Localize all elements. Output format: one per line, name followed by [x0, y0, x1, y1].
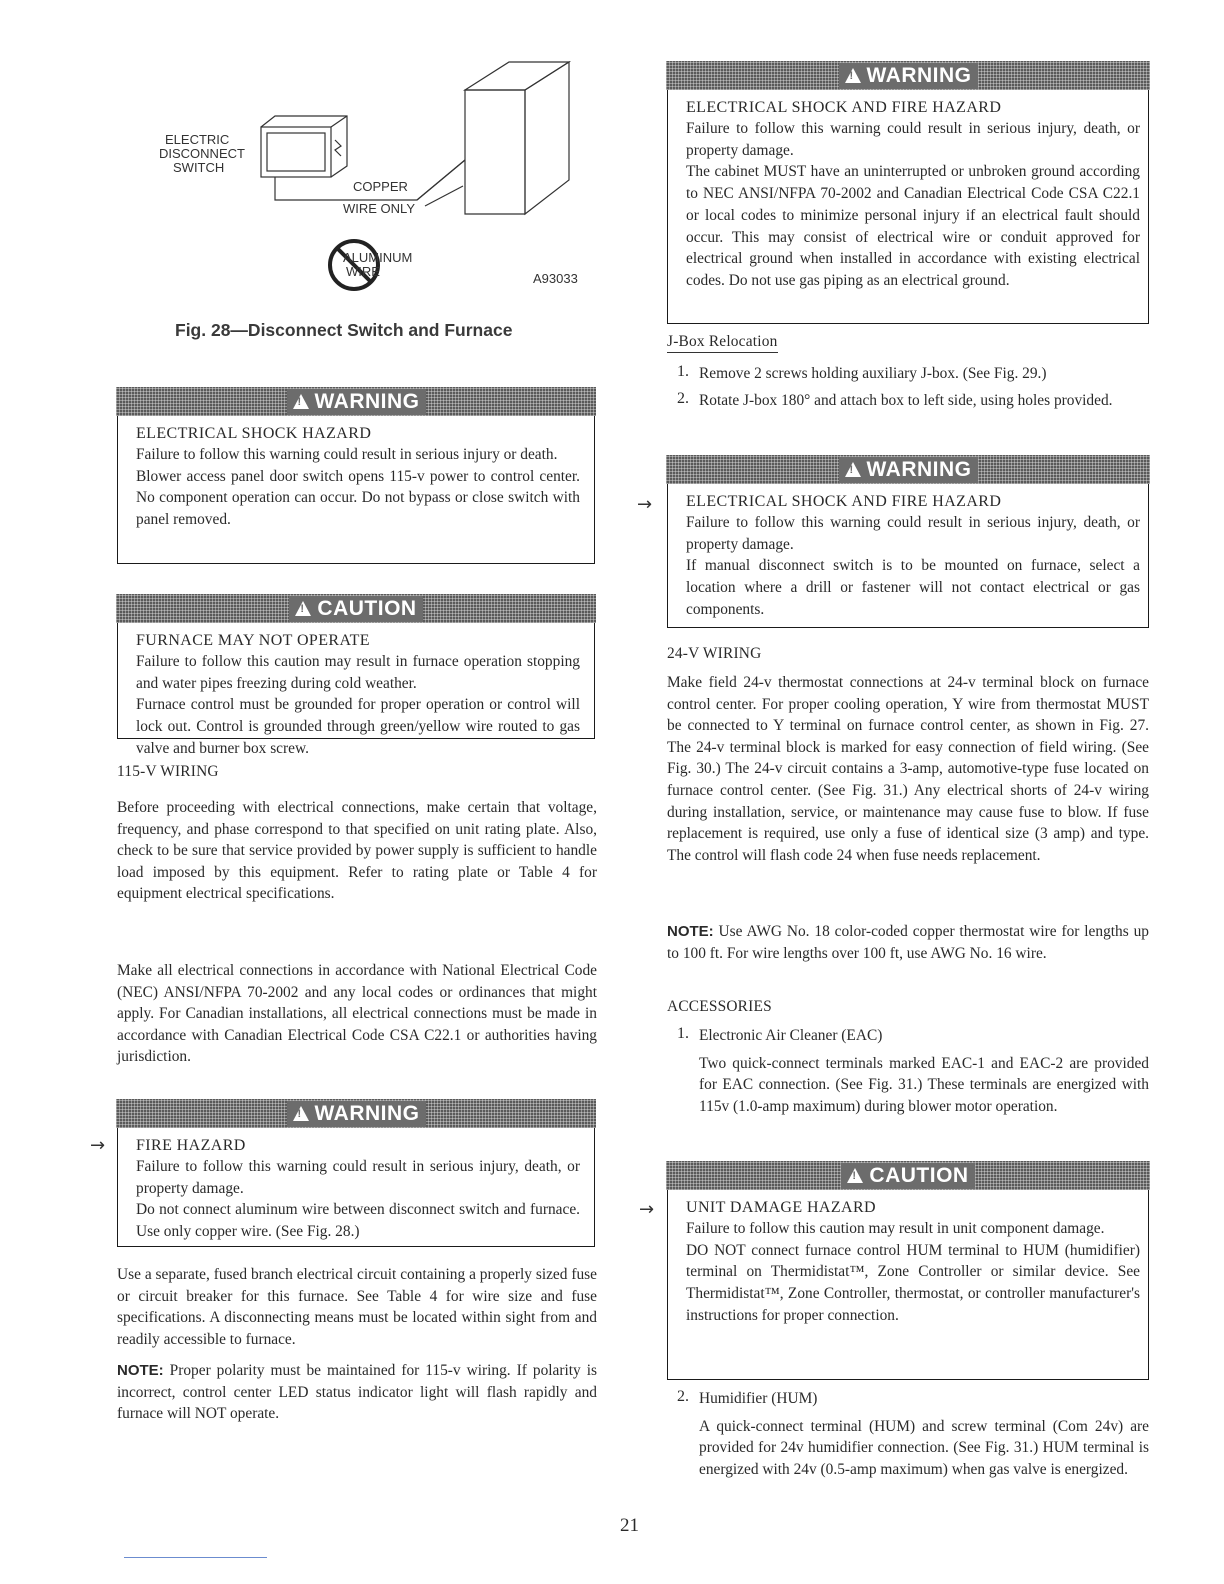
caution-banner	[666, 1161, 1149, 1190]
caution-title: CAUTION	[317, 596, 417, 620]
caution-banner	[116, 594, 595, 623]
warning-title: WARNING	[866, 63, 972, 87]
caution-triangle-icon: !	[295, 601, 311, 616]
list-item	[667, 390, 1149, 412]
list-item-number: 2.	[677, 1388, 689, 1405]
no-aluminum-icon	[330, 241, 412, 289]
warning-title: WARNING	[866, 457, 972, 481]
figure-caption: Fig. 28—Disconnect Switch and Furnace	[175, 320, 513, 340]
warning-text-2: Blower access panel door switch opens 115-v power to control center. No component operation can occur. Do not bypass or close switch with panel removed.	[136, 467, 580, 529]
switch-label-line3: SWITCH	[173, 160, 225, 175]
footer-rule	[124, 1557, 267, 1558]
aluminum-label-line2: WIRE	[346, 264, 380, 279]
jbox-steps-list	[667, 363, 1149, 411]
caution-box-furnace-may-not-operate	[117, 595, 595, 757]
figure-28	[117, 0, 597, 350]
list-item-text: A quick-connect terminal (HUM) and screw terminal (Com 24v) are provided for 24v humidifier connection. (See Fig. 31.) HUM terminal is energized with 24v (0.5-amp maximum) when gas valve is energized.	[699, 1417, 1149, 1478]
hazard-heading: ELECTRICAL SHOCK HAZARD	[136, 425, 372, 442]
caution-title: CAUTION	[869, 1163, 969, 1187]
switch-label-line1: ELECTRIC	[165, 132, 230, 147]
warning-box-electrical-shock-fire	[667, 62, 1149, 324]
note-awg-wire	[667, 921, 1149, 964]
caution-text-1: Failure to follow this caution may result in furnace operation stopping and water pipes freezing during cold weather.	[136, 653, 580, 692]
caution-text-1: Failure to follow this caution may result in unit component damage.	[686, 1220, 1105, 1237]
caution-text-2: Furnace control must be grounded for proper operation or control will lock out. Control is grounded through green/yellow wire routed to gas valve and burner box screw.	[136, 696, 580, 757]
note-polarity	[117, 1360, 597, 1425]
warning-text-2: If manual disconnect switch is to be mounted on furnace, select a location where a drill or fastener will not contact electrical or gas components.	[686, 557, 1140, 618]
warning-box-disconnect-mounting	[667, 456, 1149, 628]
warning-banner	[666, 61, 1149, 90]
warning-text-1: Failure to follow this warning could result in serious injury or death.	[136, 446, 558, 463]
warning-text-1: Failure to follow this warning could result in serious injury, death, or property damage.	[686, 514, 1140, 553]
warning-triangle-icon: !	[845, 68, 861, 83]
change-arrow-icon: →	[639, 1199, 655, 1220]
paragraph-24v-wiring: Make field 24-v thermostat connections at 24-v terminal block on furnace control center. For proper cooling operation, Y wire from thermostat MUST be connected to Y terminal on furnace control center, as shown in Fig. 27. The 24-v terminal block is marked for easy connection of field wiring. (See Fig. 30.) The 24-v circuit contains a 3-amp, automotive-type fuse located on furnace control center. (See Fig. 31.) Any electrical shorts of 24-v wiring during installation, service, or maintenance may cause fuse to blow. If fuse replacement is required, use only a fuse of identical size (3 amp) and type. The control will flash code 24 when fuse needs replacement.	[667, 674, 1149, 864]
warning-text-1: Failure to follow this warning could result in serious injury, death, or property damage.	[686, 120, 1140, 159]
list-item	[667, 1388, 1149, 1480]
warning-text-2: Do not connect aluminum wire between disconnect switch and furnace. Use only copper wire. (See Fig. 28.)	[136, 1201, 580, 1241]
paragraph-fused-circuit: Use a separate, fused branch electrical circuit containing a properly sized fuse or circuit breaker for this furnace. See Table 4 for wire size and fuse specifications. A disconnecting means must be located within sight from and readily accessible to furnace.	[117, 1266, 597, 1348]
hazard-heading: FURNACE MAY NOT OPERATE	[136, 632, 370, 649]
change-arrow-icon: →	[637, 494, 653, 515]
list-item	[667, 1025, 1149, 1117]
caution-box-unit-damage	[667, 1162, 1149, 1380]
warning-banner	[116, 387, 595, 416]
aluminum-label-line1: ALUMINUM	[343, 250, 413, 265]
list-item-title: Electronic Air Cleaner (EAC)	[699, 1027, 883, 1044]
copper-label-line2: WIRE ONLY	[343, 201, 415, 216]
paragraph-115v-codes: Make all electrical connections in accordance with National Electrical Code (NEC) ANSI/NFPA 70-2002 and any local codes or ordinances that might apply. For Canadian installations, all electrical connections must be made in accordance with Canadian Electrical Code CSA C22.1 or authorities having jurisdiction.	[117, 962, 597, 1066]
hazard-heading: UNIT DAMAGE HAZARD	[686, 1199, 877, 1216]
note-label: NOTE:	[667, 923, 714, 940]
list-item-text: Two quick-connect terminals marked EAC-1 and EAC-2 are provided for EAC connection. (See Fig. 31.) These terminals are energized with 115v (1.0-amp maximum) during blower motor operation.	[699, 1054, 1149, 1115]
caution-text-2: DO NOT connect furnace control HUM terminal to HUM (humidifier) terminal on Thermidistat™, Zone Controller or similar device. See Thermidistat™, Zone Controller, thermostat, or controller manufacturer's instructions for proper connection.	[686, 1241, 1140, 1324]
section-heading-accessories: ACCESSORIES	[667, 998, 772, 1015]
furnace-cabinet-drawing	[465, 62, 569, 214]
warning-box-fire-hazard	[117, 1100, 595, 1247]
paragraph-115v-intro: Before proceeding with electrical connections, make certain that voltage, frequency, and phase correspond to that specified on unit rating plate. Also, check to be sure that service provided by power supply is sufficient to handle load imposed by this equipment. Refer to rating plate or Table 4 for equipment electrical specifications.	[117, 799, 597, 903]
list-item-number: 2.	[677, 389, 689, 407]
warning-text-1: Failure to follow this warning could result in serious injury, death, or property damage.	[136, 1158, 580, 1197]
warning-box-electrical-shock	[117, 388, 595, 564]
list-item-title: Humidifier (HUM)	[699, 1390, 818, 1407]
list-item-number: 1.	[677, 1025, 689, 1042]
accessories-list-item-1	[667, 1025, 1149, 1117]
hazard-heading: ELECTRICAL SHOCK AND FIRE HAZARD	[686, 493, 1002, 510]
warning-triangle-icon: !	[293, 1106, 309, 1121]
accessories-list-item-2	[667, 1388, 1149, 1480]
warning-triangle-icon: !	[845, 462, 861, 477]
figure-id: A93033	[533, 271, 578, 286]
switch-label-line2: DISCONNECT	[159, 146, 245, 161]
warning-banner	[116, 1099, 595, 1128]
note-polarity-text: Proper polarity must be maintained for 115-v wiring. If polarity is incorrect, control center LED status indicator light will flash rapidly and furnace will NOT operate.	[117, 1362, 597, 1423]
list-item-number: 1.	[677, 363, 689, 380]
warning-title: WARNING	[314, 389, 420, 413]
list-item	[667, 363, 1149, 385]
hazard-heading: ELECTRICAL SHOCK AND FIRE HAZARD	[686, 99, 1002, 116]
disconnect-switch-diagram	[117, 0, 597, 320]
section-heading-115v-wiring: 115-V WIRING	[117, 763, 219, 780]
warning-text-2: The cabinet MUST have an uninterrupted or unbroken ground according to NEC ANSI/NFPA 70-2002 and Canadian Electrical Code CSA C22.1 or local codes to minimize personal injury if an electrical fault should occur. This may consist of electrical wire or conduit approved for electrical ground when installed in accordance with existing electrical codes. Do not use gas piping as an electrical ground.	[686, 163, 1140, 289]
hazard-heading: FIRE HAZARD	[136, 1137, 246, 1154]
section-heading-jbox: J-Box Relocation	[667, 333, 778, 353]
list-item-text: Rotate J-box 180° and attach box to left side, using holes provided.	[699, 391, 1113, 409]
change-arrow-icon: →	[90, 1135, 106, 1156]
page-number: 21	[620, 1515, 639, 1536]
warning-banner	[666, 455, 1149, 484]
section-heading-24v-wiring: 24-V WIRING	[667, 645, 762, 662]
copper-label-line1: COPPER	[353, 179, 408, 194]
note-label: NOTE:	[117, 1362, 164, 1379]
list-item-text: Remove 2 screws holding auxiliary J-box. (See Fig. 29.)	[699, 365, 1047, 382]
caution-triangle-icon: !	[847, 1168, 863, 1183]
warning-title: WARNING	[314, 1101, 420, 1125]
warning-triangle-icon: !	[293, 394, 309, 409]
note-awg-text: Use AWG No. 18 color-coded copper thermostat wire for lengths up to 100 ft. For wire lengths over 100 ft, use AWG No. 16 wire.	[667, 923, 1149, 962]
